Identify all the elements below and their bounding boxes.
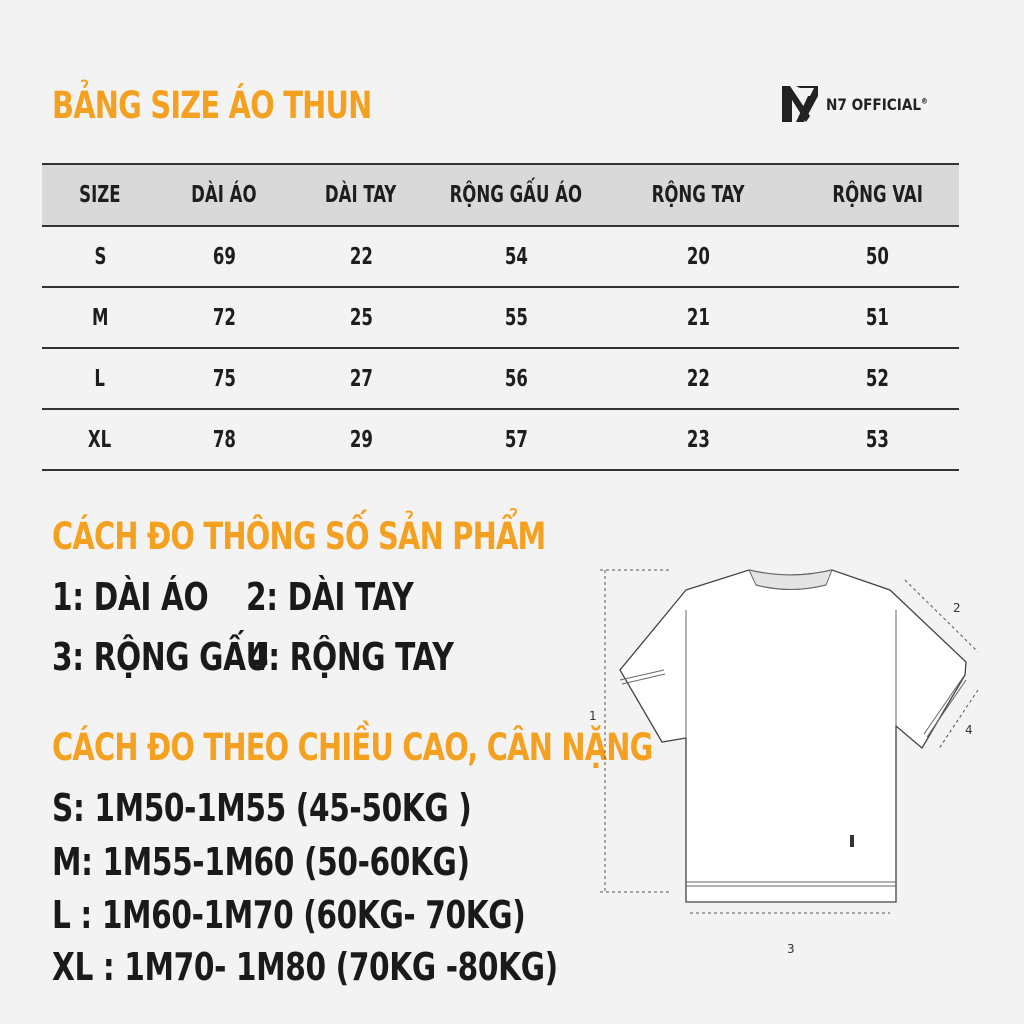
table-cell: 21: [686, 304, 710, 331]
table-cell: 29: [349, 426, 373, 453]
table-cell: 25: [349, 304, 373, 331]
header-sleeve-length: DÀI TAY: [325, 182, 397, 208]
table-cell: 27: [349, 365, 373, 392]
table-cell: 20: [686, 243, 710, 270]
table-cell: 78: [212, 426, 236, 453]
table-row: [42, 348, 959, 409]
size-guide-line-l: L : 1M60-1M70 (60KG- 70KG): [52, 893, 526, 937]
brand-name: N7 OFFICIAL®: [826, 94, 928, 114]
table-cell: 72: [212, 304, 236, 331]
label-sleeve-length: 2: [953, 601, 961, 615]
table-cell: 50: [865, 243, 890, 270]
n7-logo-icon: [780, 82, 820, 126]
table-cell: 56: [504, 365, 528, 392]
table-cell: 51: [865, 304, 890, 331]
header-sleeve-width: RỘNG TAY: [651, 182, 745, 208]
table-cell: 54: [504, 243, 528, 270]
size-guide-line-s: S: 1M50-1M55 (45-50KG ): [52, 786, 472, 830]
size-table: [42, 163, 959, 471]
table-cell: L: [94, 365, 106, 392]
table-cell: M: [91, 304, 109, 331]
measure-item-hem-width: 3: RỘNG GẤU: [52, 635, 270, 679]
table-cell: 22: [349, 243, 373, 270]
table-cell: 22: [686, 365, 710, 392]
table-cell: 75: [212, 365, 236, 392]
table-cell: 55: [504, 304, 528, 331]
table-cell: 57: [504, 426, 528, 453]
table-row: [42, 226, 959, 287]
header-size: SIZE: [79, 182, 121, 208]
table-cell: 52: [865, 365, 890, 392]
height-weight-heading: CÁCH ĐO THEO CHIỀU CAO, CÂN NẶNG: [52, 726, 653, 769]
table-cell: 69: [212, 243, 236, 270]
table-row: [42, 409, 959, 470]
label-hem-width: 3: [787, 942, 795, 956]
size-guide-line-m: M: 1M55-1M60 (50-60KG): [52, 840, 470, 884]
page-title: BẢNG SIZE ÁO THUN: [52, 84, 372, 127]
table-row: [42, 287, 959, 348]
size-guide-line-xl: XL : 1M70- 1M80 (70KG -80KG): [52, 945, 558, 989]
header-shoulder-width: RỘNG VAI: [832, 182, 923, 208]
measure-heading: CÁCH ĐO THÔNG SỐ SẢN PHẨM: [52, 515, 546, 558]
table-header-row: [42, 164, 959, 226]
measure-item-length: 1: DÀI ÁO: [52, 575, 209, 619]
brand-logo: [780, 82, 946, 126]
measure-item-sleeve-width: 4: RỘNG TAY: [248, 635, 454, 679]
table-cell: 23: [686, 426, 710, 453]
label-sleeve-width: 4: [965, 723, 973, 737]
tag-icon: [850, 835, 854, 847]
measure-item-sleeve-length: 2: DÀI TAY: [246, 575, 414, 619]
label-length: 1: [589, 709, 597, 723]
table-cell: 53: [865, 426, 890, 453]
table-cell: XL: [88, 426, 112, 453]
tshirt-diagram: [580, 560, 1000, 960]
header-hem-width: RỘNG GẤU ÁO: [449, 182, 583, 208]
header-length: DÀI ÁO: [191, 182, 257, 208]
table-cell: S: [94, 243, 106, 270]
